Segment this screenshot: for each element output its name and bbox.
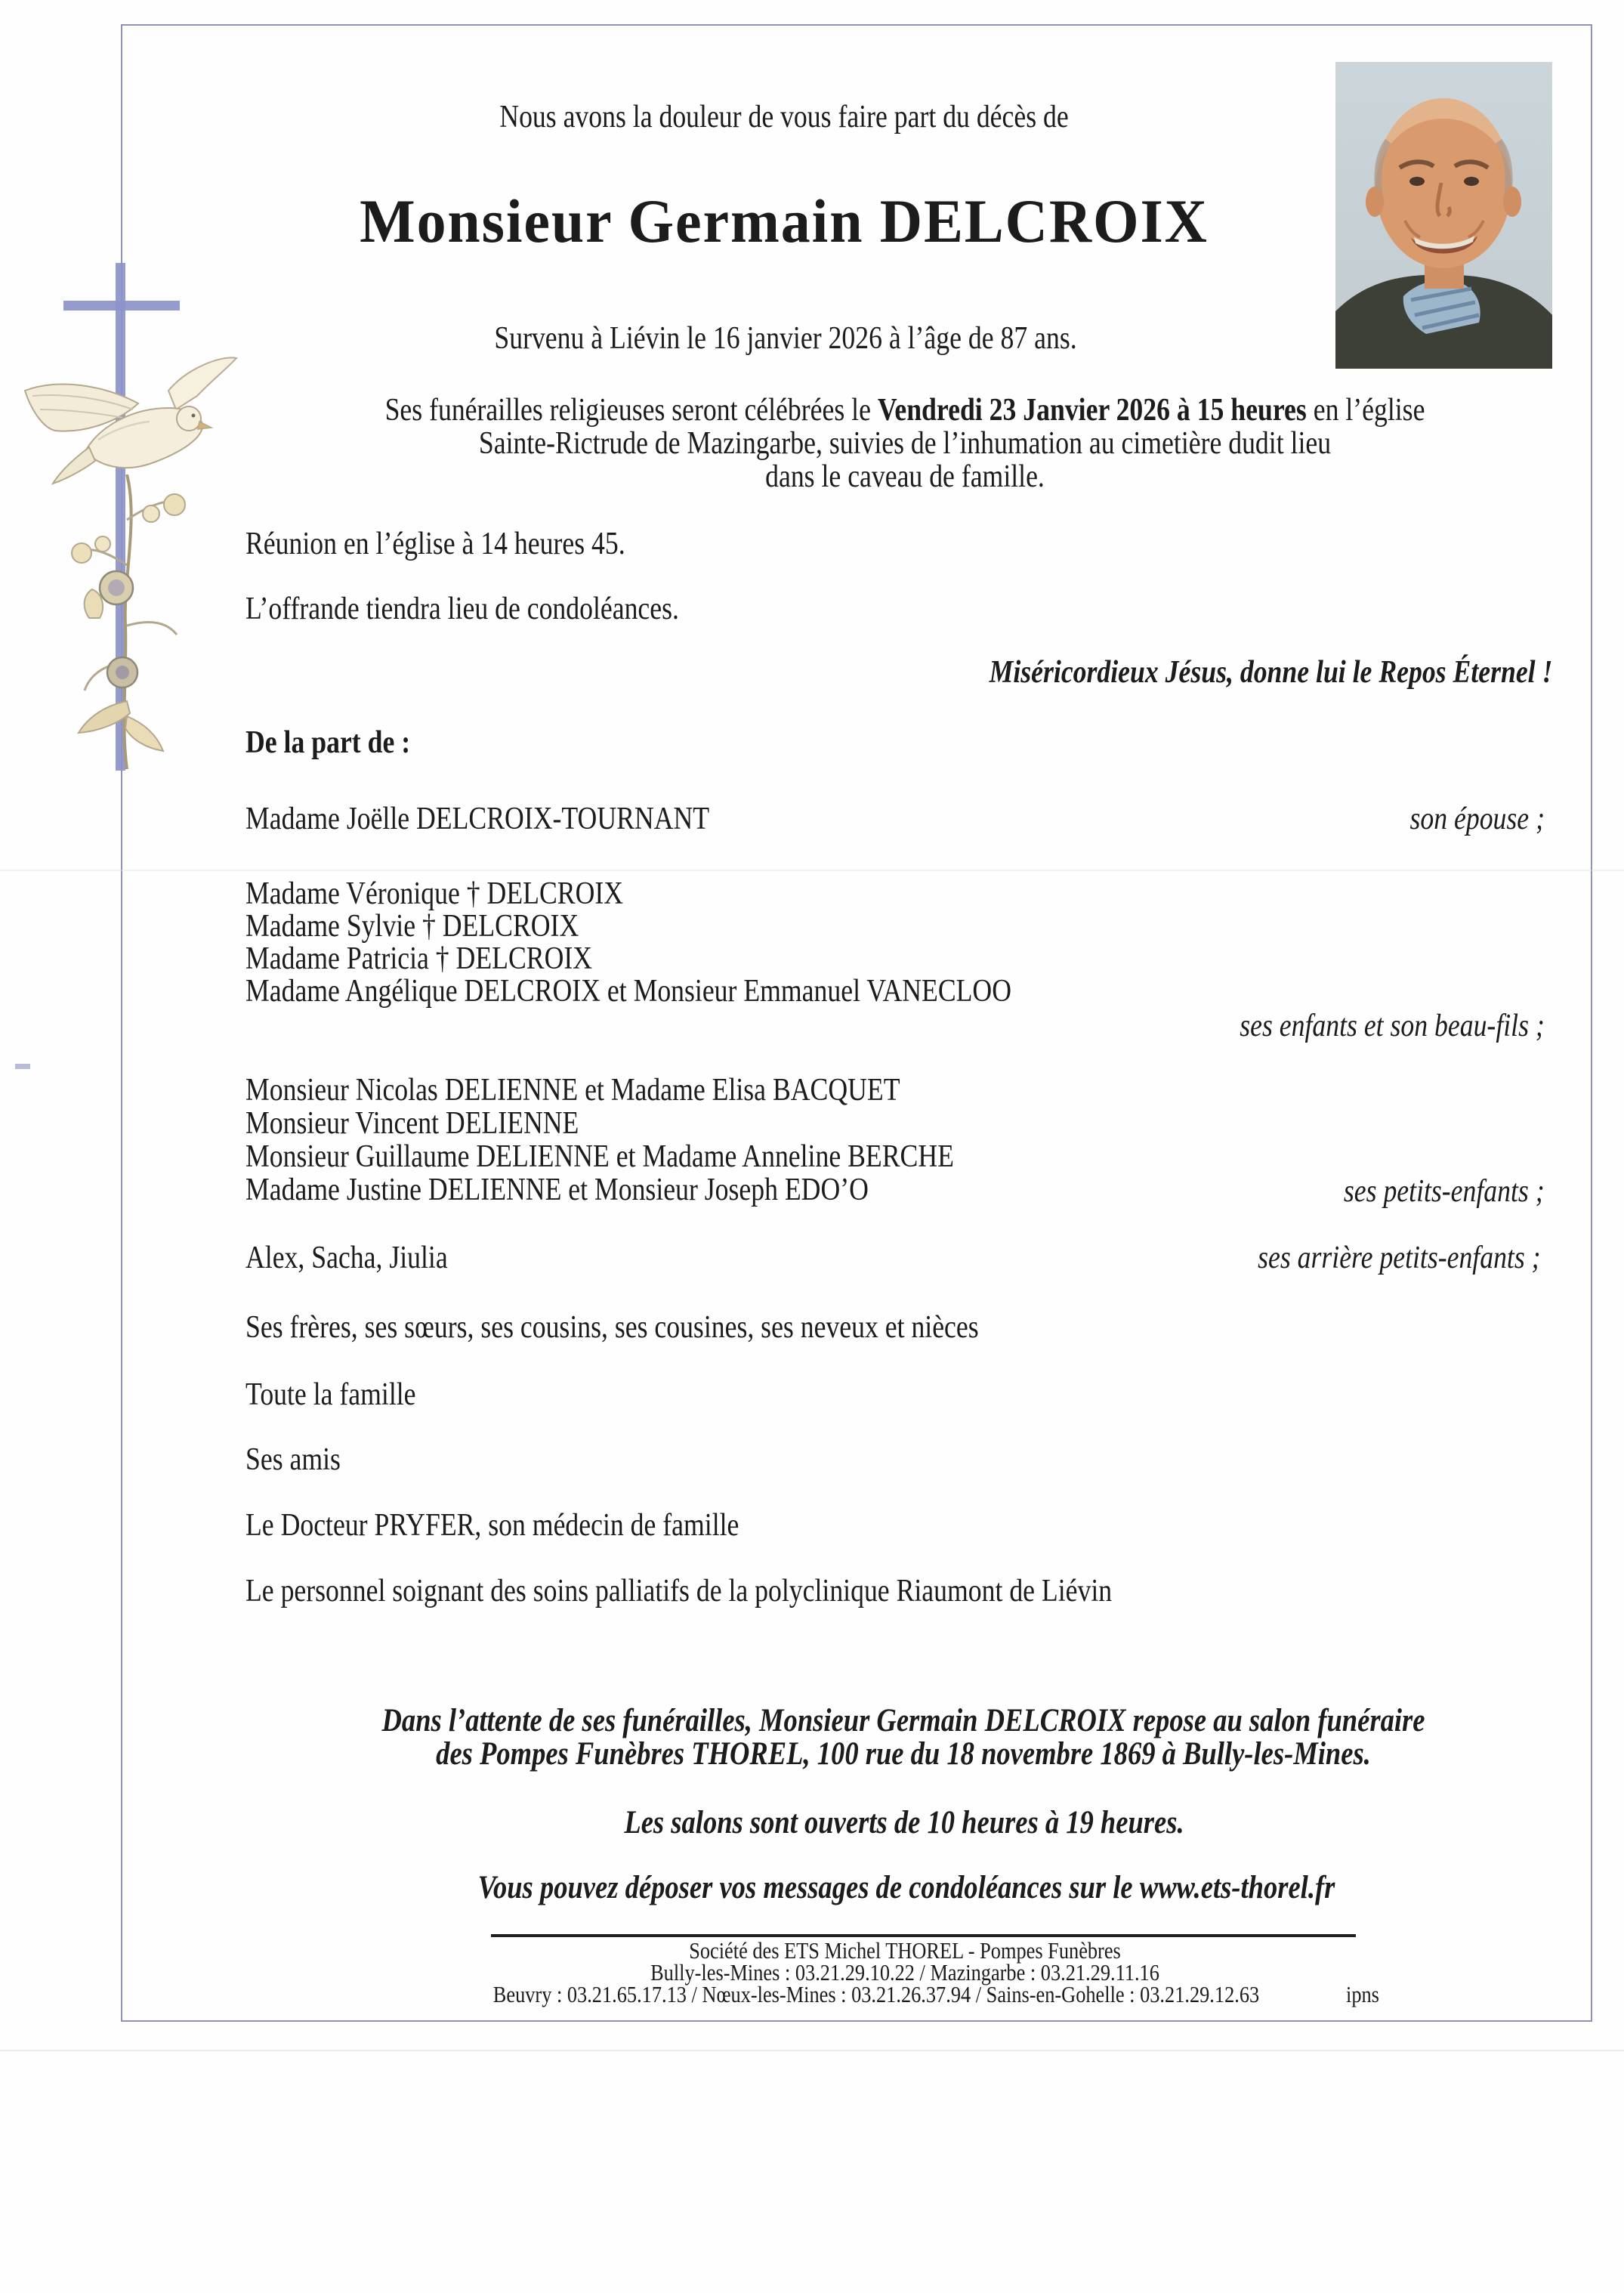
repose-line-1: Dans l’attente de ses funérailles, Monsieur Germain DELCROIX repose au salon funéraire: [381, 1703, 1425, 1738]
intro-line: Nous avons la douleur de vous faire part du décès de: [499, 100, 1069, 134]
funeral-line-1: [385, 394, 1425, 427]
repose-block: [382, 1704, 1425, 1771]
child-name: Madame Patricia † DELCROIX: [245, 941, 593, 976]
footer-phones-1: Bully-les-Mines : 03.21.29.10.22 / Mazingarbe : 03.21.29.11.16: [650, 1959, 1159, 1986]
condolences-line: Vous pouvez déposer vos messages de condoléances sur le www.ets-thorel.fr: [477, 1870, 1335, 1905]
grandchild-name: Monsieur Nicolas DELIENNE et Madame Elisa BACQUET: [245, 1073, 900, 1108]
mourners-siblings: Ses frères, ses sœurs, ses cousins, ses cousines, ses neveux et nièces: [245, 1310, 979, 1345]
funeral-line-3: dans le caveau de famille.: [765, 459, 1045, 494]
grandchildren-relation: ses petits-enfants ;: [1344, 1174, 1545, 1209]
prayer-line: Miséricordieux Jésus, donne lui le Repos Éternel !: [989, 655, 1552, 690]
funeral-details: [385, 394, 1425, 493]
repose-line-2: des Pompes Funèbres THOREL, 100 rue du 18 novembre 1869 à Bully-les-Mines.: [436, 1736, 1371, 1772]
mourners-doctor: Le Docteur PRYFER, son médecin de famille: [245, 1508, 739, 1543]
footer-phones-2: Beuvry : 03.21.65.17.13 / Nœux-les-Mines : 03.21.26.37.94 / Sains-en-Gohelle : 03.21.29.12.63: [492, 1981, 1260, 2007]
scan-artifact-line: [0, 870, 1624, 871]
funeral-line-2: Sainte-Rictrude de Mazingarbe, suivies de l’inhumation au cimetière dudit lieu: [478, 426, 1332, 461]
child-name: Madame Véronique † DELCROIX: [245, 876, 624, 911]
footer-company: Société des ETS Michel THOREL - Pompes Funèbres: [689, 1937, 1121, 1964]
funeral-date-bold: Vendredi 23 Janvier 2026 à 15 heures: [877, 393, 1307, 428]
great-grandchildren-relation: ses arrière petits-enfants ;: [1258, 1241, 1541, 1275]
mourners-friends: Ses amis: [245, 1442, 341, 1477]
from-label: De la part de :: [245, 725, 411, 760]
deceased-name: Monsieur Germain DELCROIX: [360, 187, 1209, 255]
grandchild-name: Madame Justine DELIENNE et Monsieur Joseph EDO’O: [245, 1173, 869, 1207]
grandchild-name: Monsieur Vincent DELIENNE: [245, 1106, 579, 1141]
children-relation: ses enfants et son beau-fils ;: [1240, 1009, 1545, 1043]
great-grandchildren-names: Alex, Sacha, Jiulia: [245, 1241, 448, 1275]
footer-ipns: ipns: [1346, 1981, 1379, 2007]
mourners-family: Toute la famille: [245, 1377, 416, 1412]
meeting-line: Réunion en l’église à 14 heures 45.: [245, 527, 625, 561]
grandchildren-list: [245, 1074, 954, 1207]
spouse-name: Madame Joëlle DELCROIX-TOURNANT: [245, 802, 710, 836]
scan-artifact-line: [0, 2050, 1624, 2051]
mourners-care-staff: Le personnel soignant des soins palliatifs de la polyclinique Riaumont de Liévin: [245, 1574, 1113, 1608]
portrait-photo: [1335, 62, 1552, 369]
offering-line: L’offrande tiendra lieu de condoléances.: [245, 592, 679, 626]
funeral-line-1-post: en l’église: [1306, 393, 1425, 428]
child-name: Madame Angélique DELCROIX et Monsieur Emmanuel VANECLOO: [245, 974, 1012, 1009]
funeral-line-1-pre: Ses funérailles religieuses seront célébrées le: [384, 393, 878, 428]
flowers-icon: [66, 474, 187, 773]
scan-artifact-mark: [15, 1064, 30, 1069]
child-name: Madame Sylvie † DELCROIX: [245, 909, 579, 944]
death-line: Survenu à Liévin le 16 janvier 2026 à l’âge de 87 ans.: [494, 321, 1077, 356]
grandchild-name: Monsieur Guillaume DELIENNE et Madame Anneline BERCHE: [245, 1139, 954, 1174]
spouse-relation: son épouse ;: [1409, 802, 1545, 836]
salon-hours-line: Les salons sont ouverts de 10 heures à 19 heures.: [624, 1805, 1184, 1840]
children-list: [245, 878, 1011, 1008]
dove-icon: [14, 349, 240, 493]
